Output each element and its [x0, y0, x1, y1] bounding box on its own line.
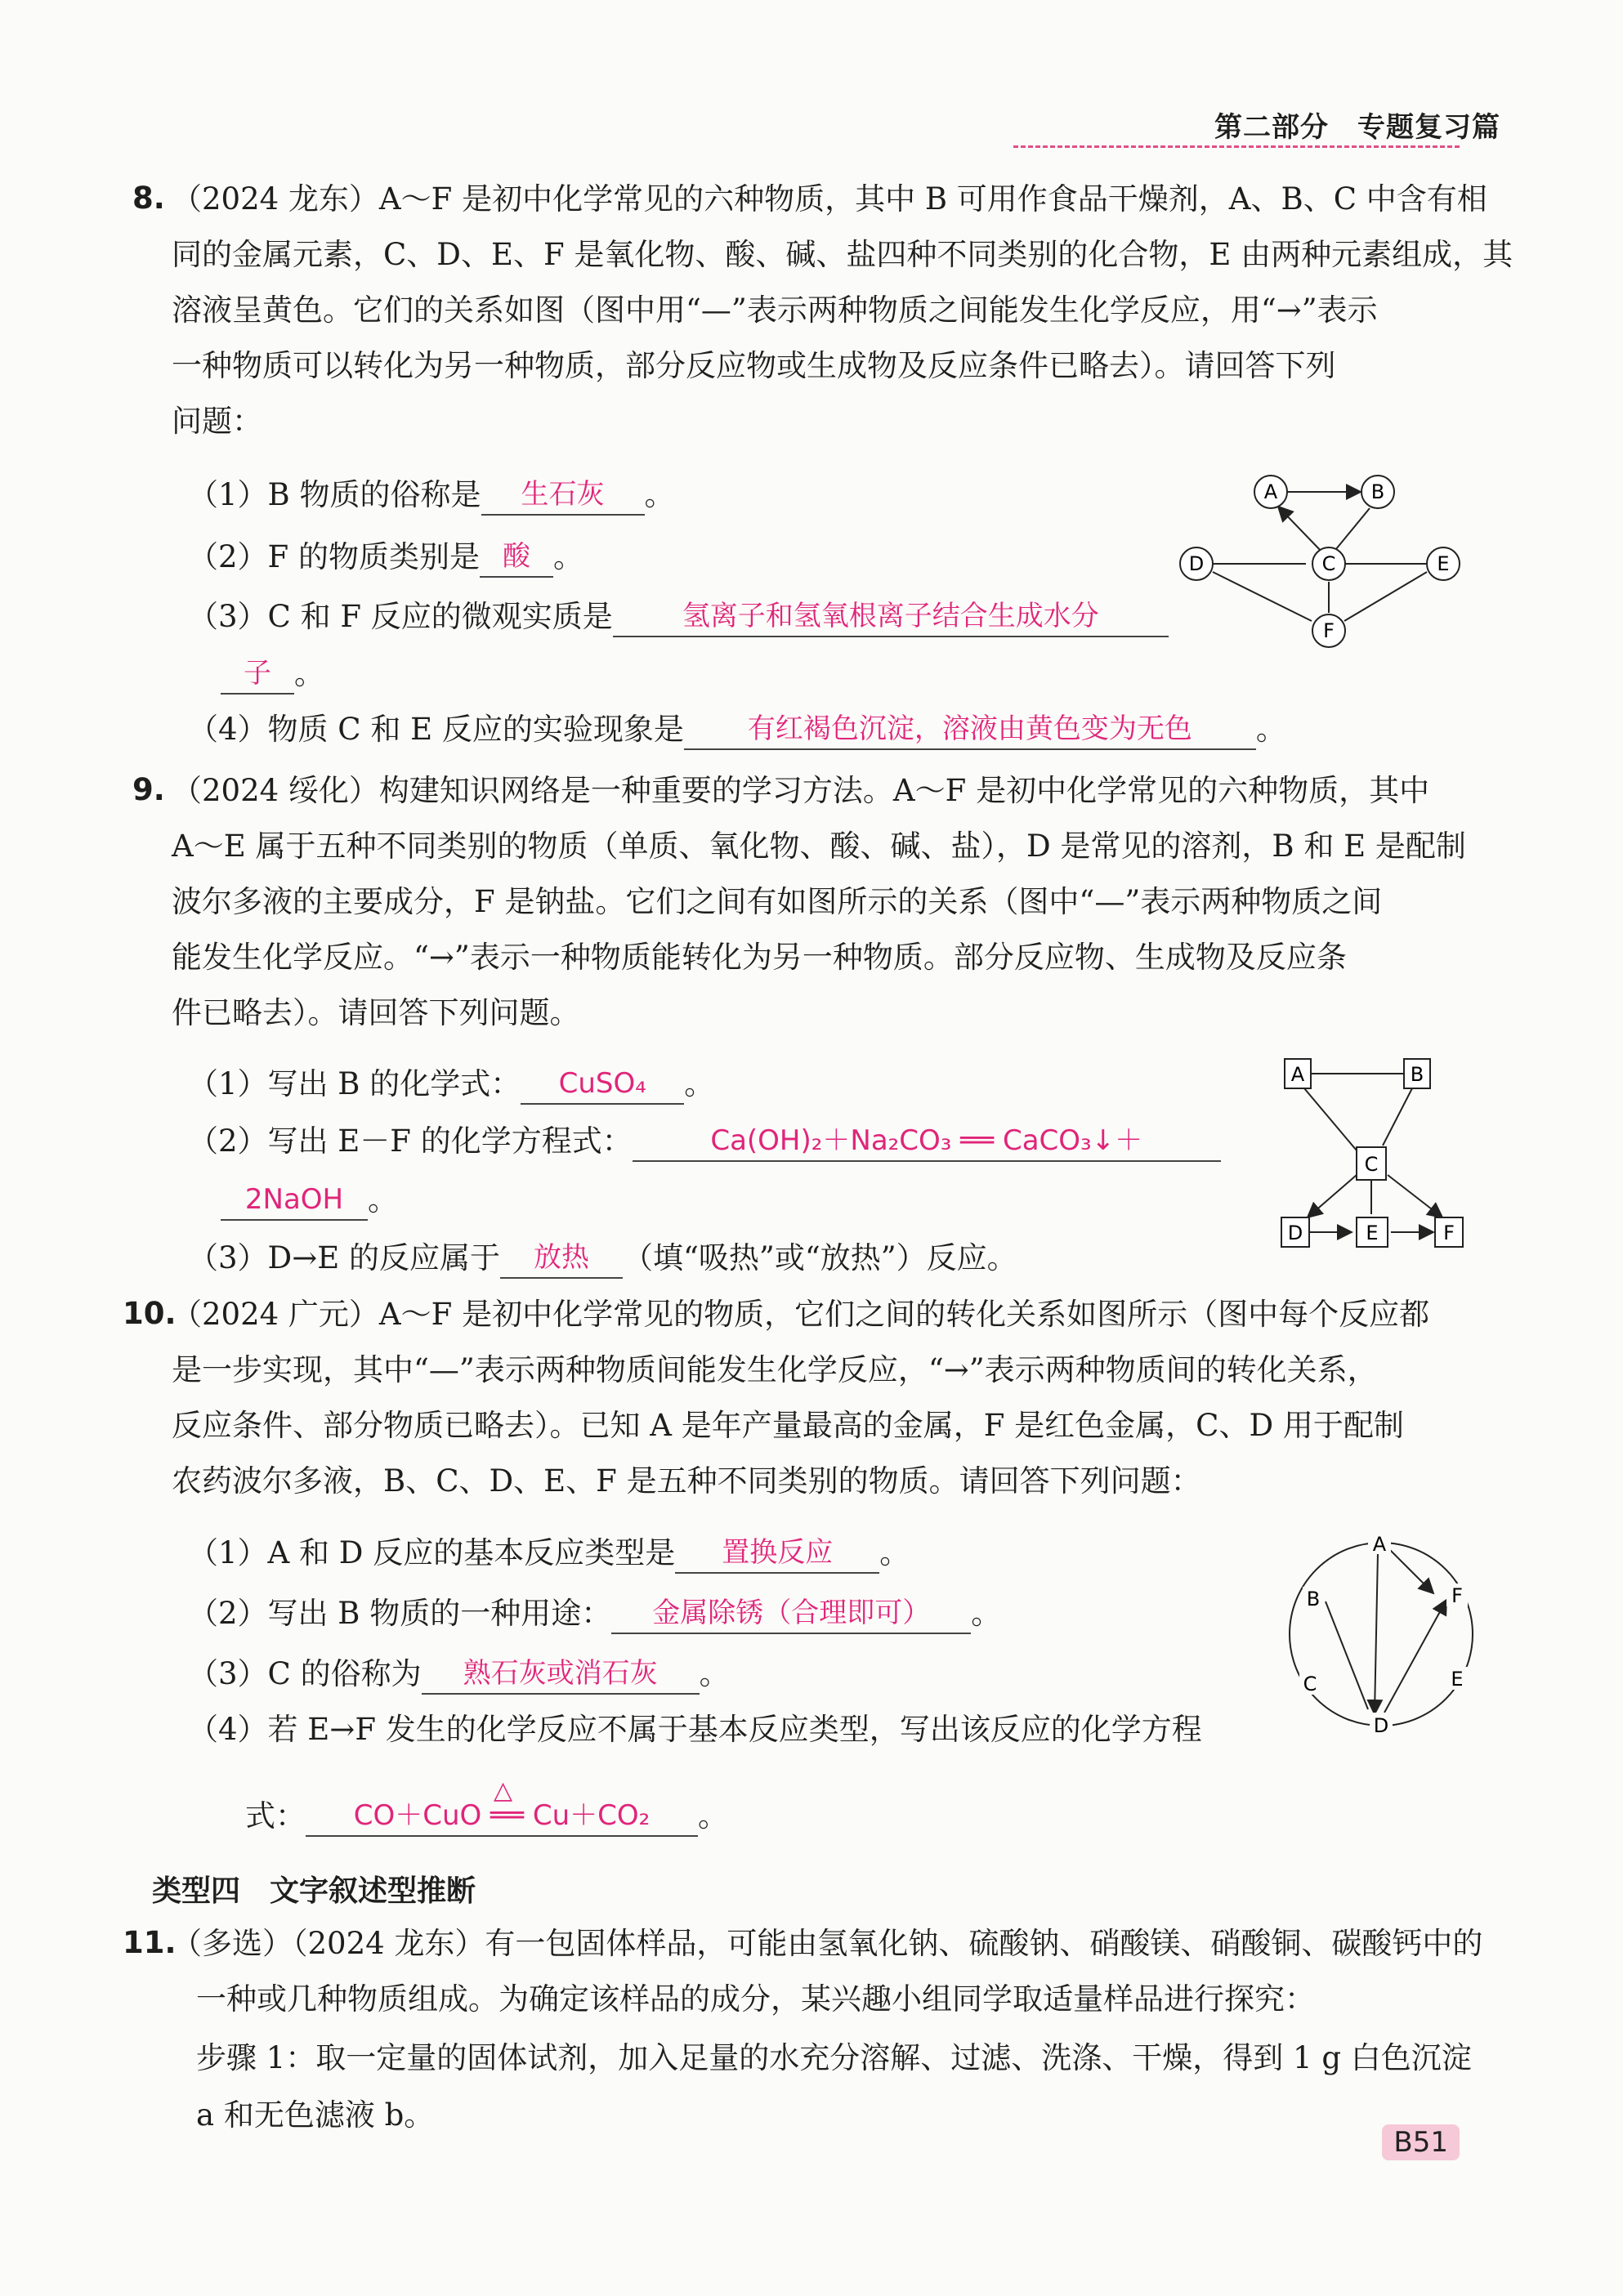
q10-part-3: （3）C 的俗称为 熟石灰或消石灰 。 [188, 1654, 730, 1695]
q10-node-f: F [1451, 1584, 1463, 1607]
q10-node-d: D [1373, 1714, 1389, 1737]
q9-node-b [1404, 1059, 1430, 1088]
q9-node-a [1285, 1059, 1311, 1088]
q9-edge-c-d [1308, 1175, 1357, 1217]
q8-node-a [1254, 476, 1287, 508]
svg-text:C: C [1321, 552, 1336, 575]
page-number-badge: B51 [1382, 2124, 1460, 2160]
q10-node-e: E [1451, 1668, 1464, 1691]
q8-edge-b-c [1332, 508, 1370, 554]
q9-line-4: 能发生化学反应。“→”表示一种物质能转化为另一种物质。部分反应物、生成物及反应条 [172, 940, 1347, 975]
q9-line-1: （2024 绥化）构建知识网络是一种重要的学习方法。A～F 是初中化学常见的六种物质，其中 [172, 773, 1430, 808]
q8-node-e [1427, 547, 1460, 580]
q9-line-3: 波尔多液的主要成分，F 是钠盐。它们之间有如图所示的关系（图中“—”表示两种物质之间 [172, 884, 1383, 919]
svg-text:C: C [1364, 1153, 1379, 1176]
q9-answer-1: CuSO₄ [521, 1064, 684, 1105]
q10-edge-d-f [1384, 1600, 1446, 1713]
q9-line-2: A～E 属于五种不同类别的物质（单质、氧化物、酸、碱、盐），D 是常见的溶剂，B 和 E 是配制 [172, 829, 1466, 864]
q9-diagram [1275, 1054, 1479, 1258]
svg-text:B: B [1410, 1063, 1424, 1086]
q10-line-2: 是一步实现，其中“—”表示两种物质间能发生化学反应，“→”表示两种物质间的转化关系， [172, 1352, 1378, 1387]
q10-node-b: B [1306, 1588, 1321, 1610]
q10-part-1: （1）A 和 D 反应的基本反应类型是 置换反应 。 [188, 1533, 910, 1574]
svg-text:A: A [1290, 1063, 1305, 1086]
q8-number: 8. [132, 181, 165, 216]
q10-node-a: A [1372, 1533, 1387, 1556]
q9-part-2b: 2NaOH 。 [221, 1180, 398, 1221]
q8-node-f [1312, 614, 1345, 647]
q11-line-4: a 和无色滤液 b。 [196, 2097, 435, 2133]
svg-text:F: F [1443, 1222, 1455, 1244]
q10-node-c: C [1303, 1673, 1317, 1695]
svg-text:D: D [1287, 1222, 1303, 1244]
q8-answer-1: 生石灰 [481, 475, 645, 516]
q9-edge-a-c [1304, 1088, 1357, 1150]
q8-line-2: 同的金属元素，C、D、E、F 是氧化物、酸、碱、盐四种不同类别的化合物，E 由两种元素组成，其 [172, 237, 1513, 272]
q10-cycle-ring [1290, 1543, 1473, 1726]
q11-line-2: 一种或几种物质组成。为确定该样品的成分，某兴趣小组同学取适量样品进行探究： [196, 1981, 1315, 2017]
q8-part-3b: 子 。 [221, 654, 324, 695]
q10-part-4b: 式： △ CO＋CuO ══ Cu＋CO₂ 。 [245, 1796, 728, 1837]
svg-text:E: E [1366, 1222, 1379, 1244]
q9-answer-3: 放热 [500, 1238, 623, 1279]
q10-line-4: 农药波尔多液，B、C、D、E、F 是五种不同类别的物质。请回答下列问题： [172, 1463, 1201, 1499]
q10-number: 10. [123, 1296, 177, 1331]
q9-node-d [1281, 1217, 1309, 1247]
page-header-title: 第二部分 专题复习篇 [1214, 111, 1500, 144]
q9-node-c [1357, 1147, 1386, 1180]
svg-text:A: A [1263, 480, 1278, 503]
q8-answer-2: 酸 [480, 537, 553, 578]
q8-line-1: （2024 龙东）A～F 是初中化学常见的六种物质，其中 B 可用作食品干燥剂，A、B、C 中含有相 [172, 181, 1487, 217]
q9-part-1: （1）写出 B 的化学式： CuSO₄ 。 [188, 1064, 714, 1105]
q9-node-e [1357, 1217, 1388, 1247]
header-divider [1013, 145, 1460, 148]
q9-edge-c-f [1388, 1175, 1442, 1217]
q10-answer-4-condition: △ [494, 1776, 513, 1805]
q9-part-2: （2）写出 E－F 的化学方程式： Ca(OH)₂＋Na₂CO₃ ══ CaCO₃↓＋ [188, 1121, 1221, 1162]
q10-answer-2: 金属除锈（合理即可） [611, 1593, 971, 1634]
q10-part-4: （4）若 E→F 发生的化学反应不属于基本反应类型，写出该反应的化学方程 [188, 1712, 1202, 1747]
q8-line-5: 问题： [172, 404, 262, 439]
svg-text:F: F [1323, 619, 1335, 642]
q10-answer-4: △ CO＋CuO ══ Cu＋CO₂ [306, 1796, 698, 1837]
q8-line-3: 溶液呈黄色。它们的关系如图（图中用“—”表示两种物质之间能发生化学反应，用“→”表示 [172, 293, 1378, 328]
section-title: 类型四 文字叙述型推断 [152, 1874, 476, 1908]
q9-line-5: 件已略去）。请回答下列问题。 [172, 995, 580, 1030]
q8-edge-c-a [1278, 507, 1324, 554]
q8-answer-3a: 氢离子和氢氧根离子结合生成水分 [613, 596, 1169, 637]
q10-line-1: （2024 广元）A～F 是初中化学常见的物质，它们之间的转化关系如图所示（图中每个反应都 [172, 1297, 1430, 1332]
q8-diagram [1177, 458, 1471, 654]
q8-answer-3b: 子 [221, 654, 294, 695]
svg-text:B: B [1370, 480, 1385, 503]
svg-text:E: E [1437, 552, 1450, 575]
q9-answer-2a: Ca(OH)₂＋Na₂CO₃ ══ CaCO₃↓＋ [633, 1121, 1221, 1162]
q8-edge-d-f [1213, 572, 1312, 621]
q11-number: 11. [123, 1925, 177, 1960]
q10-diagram [1283, 1528, 1479, 1740]
q11-line-1: （多选）（2024 龙东）有一包固体样品，可能由氢氧化钠、硫酸钠、硝酸镁、硝酸铜、碳酸钙中的 [172, 1926, 1483, 1961]
q9-edge-b-c [1383, 1088, 1412, 1146]
q8-answer-4: 有红褐色沉淀，溶液由黄色变为无色 [684, 709, 1256, 750]
q10-edge-a-d [1375, 1552, 1378, 1714]
q8-part-2: （2）F 的物质类别是 酸 。 [188, 537, 583, 578]
q8-node-c [1312, 547, 1345, 580]
q8-part-4: （4）物质 C 和 E 反应的实验现象是 有红褐色沉淀，溶液由黄色变为无色 。 [188, 709, 1286, 750]
q8-part-1: （1）B 物质的俗称是 生石灰 。 [188, 475, 675, 516]
q10-answer-1: 置换反应 [675, 1533, 879, 1574]
q8-node-b [1361, 476, 1394, 508]
q8-part-3: （3）C 和 F 反应的微观实质是 氢离子和氢氧根离子结合生成水分 [188, 596, 1169, 637]
q9-answer-2b: 2NaOH [221, 1180, 368, 1221]
q9-node-f [1435, 1217, 1463, 1247]
svg-text:D: D [1188, 552, 1205, 575]
q10-answer-3: 熟石灰或消石灰 [422, 1654, 700, 1695]
q8-edge-f-e [1344, 572, 1427, 621]
q9-part-3: （3）D→E 的反应属于 放热 （填“吸热”或“放热”）反应。 [188, 1238, 1017, 1279]
q10-part-2: （2）写出 B 物质的一种用途： 金属除锈（合理即可） 。 [188, 1593, 1001, 1634]
q8-line-4: 一种物质可以转化为另一种物质，部分反应物或生成物及反应条件已略去）。请回答下列 [172, 348, 1336, 383]
q9-number: 9. [132, 772, 165, 807]
q8-node-d [1180, 547, 1213, 580]
q10-edge-b-d [1326, 1601, 1368, 1709]
q10-line-3: 反应条件、部分物质已略去）。已知 A 是年产量最高的金属，F 是红色金属，C、D 用于配制 [172, 1408, 1404, 1443]
q11-line-3: 步骤 1：取一定量的固体试剂，加入足量的水充分溶解、过滤、洗涤、干燥，得到 1 g 白色沉淀 [196, 2040, 1472, 2075]
